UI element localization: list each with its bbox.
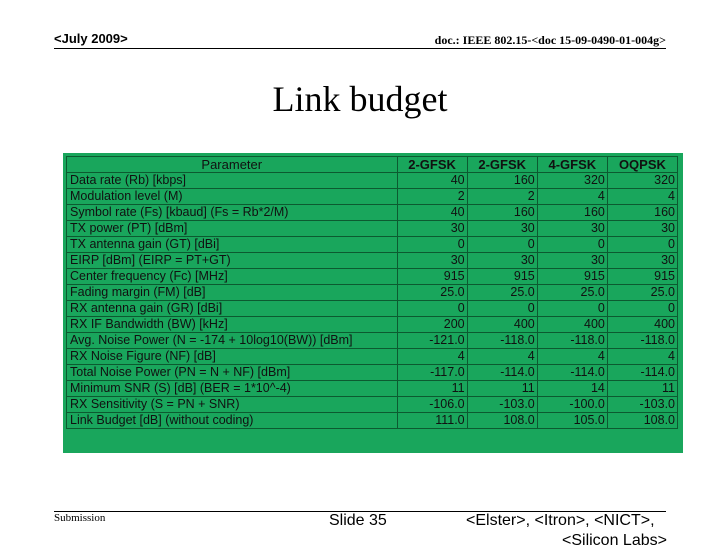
footer-authors: <Elster>, <Itron>, <NICT>, [466, 512, 655, 529]
value-cell: 0 [467, 237, 537, 253]
value-cell: 2 [467, 189, 537, 205]
value-cell: 4 [607, 189, 677, 205]
value-cell: -114.0 [537, 365, 607, 381]
value-cell: 30 [397, 221, 467, 237]
column-header: OQPSK [607, 157, 677, 173]
value-cell: 320 [607, 173, 677, 189]
value-cell: 160 [467, 173, 537, 189]
value-cell: 11 [467, 381, 537, 397]
value-cell: 30 [537, 253, 607, 269]
value-cell: 108.0 [607, 413, 677, 429]
value-cell: -114.0 [607, 365, 677, 381]
value-cell: 25.0 [397, 285, 467, 301]
parameter-cell: Total Noise Power (PN = N + NF) [dBm] [67, 365, 398, 381]
value-cell: -117.0 [397, 365, 467, 381]
table-body [67, 173, 678, 429]
table-row [67, 269, 678, 285]
slide-title: Link budget [272, 79, 448, 119]
value-cell: 0 [397, 301, 467, 317]
table-row [67, 333, 678, 349]
header-date: <July 2009> [54, 31, 128, 46]
value-cell: -103.0 [467, 397, 537, 413]
value-cell: 915 [537, 269, 607, 285]
value-cell: 915 [467, 269, 537, 285]
value-cell: 0 [607, 301, 677, 317]
value-cell: 0 [537, 301, 607, 317]
value-cell: 4 [537, 189, 607, 205]
parameter-cell: Link Budget [dB] (without coding) [67, 413, 398, 429]
value-cell: 400 [607, 317, 677, 333]
value-cell: -121.0 [397, 333, 467, 349]
value-cell: 108.0 [467, 413, 537, 429]
parameter-cell: RX antenna gain (GR) [dBi] [67, 301, 398, 317]
value-cell: 11 [607, 381, 677, 397]
column-header: 2-GFSK [397, 157, 467, 173]
value-cell: 4 [537, 349, 607, 365]
parameter-cell: TX antenna gain (GT) [dBi] [67, 237, 398, 253]
value-cell: 915 [607, 269, 677, 285]
value-cell: 40 [397, 205, 467, 221]
value-cell: 111.0 [397, 413, 467, 429]
link-budget-table-container [63, 153, 683, 453]
value-cell: -100.0 [537, 397, 607, 413]
table-row [67, 221, 678, 237]
table-row [67, 301, 678, 317]
header-divider [54, 48, 666, 49]
table-row [67, 381, 678, 397]
value-cell: 0 [467, 301, 537, 317]
slide-number: Slide 35 [329, 512, 387, 529]
value-cell: 0 [397, 237, 467, 253]
parameter-cell: Modulation level (M) [67, 189, 398, 205]
parameter-cell: EIRP [dBm] (EIRP = PT+GT) [67, 253, 398, 269]
parameter-cell: Data rate (Rb) [kbps] [67, 173, 398, 189]
value-cell: -118.0 [467, 333, 537, 349]
table-row [67, 365, 678, 381]
table-row [67, 349, 678, 365]
value-cell: 200 [397, 317, 467, 333]
column-header: 4-GFSK [537, 157, 607, 173]
value-cell: 11 [397, 381, 467, 397]
table-row [67, 413, 678, 429]
parameter-cell: Fading margin (FM) [dB] [67, 285, 398, 301]
value-cell: -118.0 [607, 333, 677, 349]
value-cell: 4 [397, 349, 467, 365]
value-cell: 400 [467, 317, 537, 333]
value-cell: 160 [537, 205, 607, 221]
value-cell: 0 [537, 237, 607, 253]
table-header-row [67, 157, 678, 173]
value-cell: 30 [467, 221, 537, 237]
table-row [67, 189, 678, 205]
value-cell: 400 [537, 317, 607, 333]
value-cell: 25.0 [537, 285, 607, 301]
value-cell: 30 [607, 221, 677, 237]
link-budget-table [66, 156, 678, 429]
parameter-cell: Center frequency (Fc) [MHz] [67, 269, 398, 285]
value-cell: 160 [467, 205, 537, 221]
value-cell: -103.0 [607, 397, 677, 413]
value-cell: 40 [397, 173, 467, 189]
table-row [67, 205, 678, 221]
table-row [67, 317, 678, 333]
value-cell: -118.0 [537, 333, 607, 349]
value-cell: 160 [607, 205, 677, 221]
value-cell: 0 [607, 237, 677, 253]
value-cell: 25.0 [607, 285, 677, 301]
value-cell: 30 [467, 253, 537, 269]
value-cell: 915 [397, 269, 467, 285]
value-cell: 4 [467, 349, 537, 365]
value-cell: 25.0 [467, 285, 537, 301]
value-cell: -114.0 [467, 365, 537, 381]
table-row [67, 285, 678, 301]
parameter-cell: Minimum SNR (S) [dB] (BER = 1*10^-4) [67, 381, 398, 397]
parameter-cell: RX Sensitivity (S = PN + SNR) [67, 397, 398, 413]
value-cell: 4 [607, 349, 677, 365]
parameter-cell: RX Noise Figure (NF) [dB] [67, 349, 398, 365]
value-cell: 30 [397, 253, 467, 269]
table-row [67, 173, 678, 189]
value-cell: 30 [537, 221, 607, 237]
header-doc-id: doc.: IEEE 802.15-<doc 15-09-0490-01-004g> [434, 33, 666, 47]
parameter-cell: Symbol rate (Fs) [kbaud] (Fs = Rb*2/M) [67, 205, 398, 221]
value-cell: 320 [537, 173, 607, 189]
value-cell: 2 [397, 189, 467, 205]
parameter-cell: RX IF Bandwidth (BW) [kHz] [67, 317, 398, 333]
parameter-cell: Avg. Noise Power (N = -174 + 10log10(BW)) [dBm] [67, 333, 398, 349]
value-cell: 14 [537, 381, 607, 397]
column-header: Parameter [67, 157, 398, 173]
value-cell: -106.0 [397, 397, 467, 413]
value-cell: 30 [607, 253, 677, 269]
parameter-cell: TX power (PT) [dBm] [67, 221, 398, 237]
footer-submission: Submission [54, 512, 106, 524]
column-header: 2-GFSK [467, 157, 537, 173]
table-row [67, 253, 678, 269]
footer-authors-continued: <Silicon Labs> [562, 532, 667, 549]
table-row [67, 397, 678, 413]
value-cell: 105.0 [537, 413, 607, 429]
table-row [67, 237, 678, 253]
